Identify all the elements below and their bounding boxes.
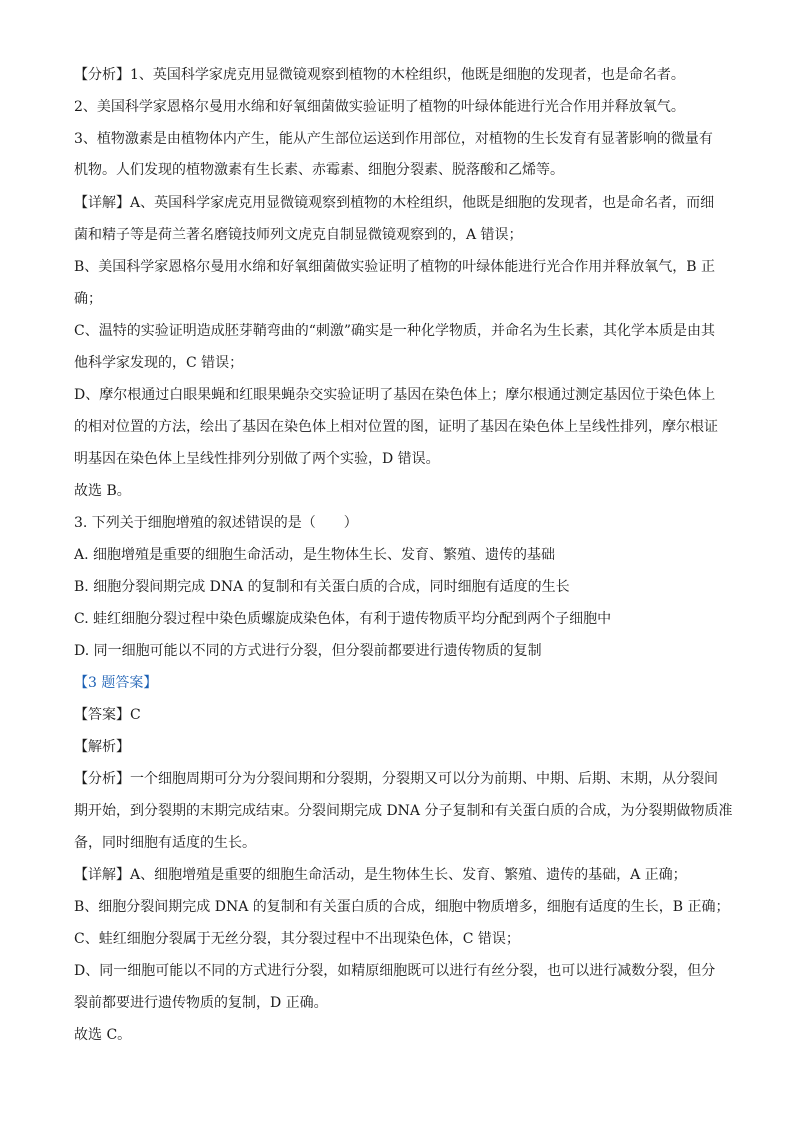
- detail-line-a1: 【详解】A、英国科学家虎克用显微镜观察到植物的木栓组织，他既是细胞的发现者，也是命名者，而细: [74, 195, 715, 211]
- detail2-line-d1: D、同一细胞可能以不同的方式进行分裂，如精原细胞既可以进行有丝分裂，也可以进行减数分裂，但分: [74, 963, 716, 979]
- detail-line-c1: C、温特的实验证明造成胚芽鞘弯曲的“刺激”确实是一种化学物质，并命名为生长素，其化学本质是由其: [74, 323, 716, 339]
- analysis2-line-2: 期开始，到分裂期的末期完成结束。分裂间期完成 DNA 分子复制和有关蛋白质的合成，为分裂期做物质准: [74, 803, 733, 819]
- detail-line-b1: B、美国科学家恩格尔曼用水绵和好氧细菌做实验证明了植物的叶绿体能进行光合作用并释放氧气，B 正: [74, 259, 716, 275]
- question-3-stem: 3. 下列关于细胞增殖的叙述错误的是（ ）: [74, 515, 358, 531]
- analysis2-line-1: 【分析】一个细胞周期可分为分裂间期和分裂期，分裂期又可以分为前期、中期、后期、末期，从分裂间: [74, 771, 718, 787]
- detail-line-d1: D、摩尔根通过白眼果蝇和红眼果蝇杂交实验证明了基因在染色体上；摩尔根通过测定基因位于染色体上: [74, 387, 716, 403]
- analysis-line-2: 2、美国科学家恩格尔曼用水绵和好氧细菌做实验证明了植物的叶绿体能进行光合作用并释放氧气。: [74, 99, 685, 115]
- detail-line-a2: 菌和精子等是荷兰著名磨镜技师列文虎克自制显微镜观察到的，A 错误；: [74, 227, 523, 243]
- analysis-line-4: 机物。人们发现的植物激素有生长素、赤霉素、细胞分裂素、脱落酸和乙烯等。: [74, 162, 564, 178]
- answer-line: 【答案】C: [74, 707, 141, 723]
- answer-heading: 【3 题答案】: [74, 675, 158, 691]
- detail2-line-c: C、蛙红细胞分裂属于无丝分裂，其分裂过程中不出现染色体，C 错误；: [74, 931, 520, 947]
- detail-line-d3: 明基因在染色体上呈线性排列分别做了两个实验，D 错误。: [74, 451, 440, 467]
- analysis-line-3: 3、植物激素是由植物体内产生，能从产生部位运送到作用部位，对植物的生长发育有显著影响的微量有: [74, 131, 713, 147]
- detail-line-d2: 的相对位置的方法，绘出了基因在染色体上相对位置的图，证明了基因在染色体上呈线性排列，摩尔根证: [74, 419, 718, 435]
- analysis-line-1: 【分析】1、英国科学家虎克用显微镜观察到植物的木栓组织，他既是细胞的发现者，也是命名者。: [74, 67, 685, 83]
- analysis2-line-3: 备，同时细胞有适度的生长。: [74, 835, 256, 851]
- detail2-line-b: B、细胞分裂间期完成 DNA 的复制和有关蛋白质的合成，细胞中物质增多，细胞有适度的生长，B 正确；: [74, 899, 730, 915]
- question-3-option-a: A. 细胞增殖是重要的细胞生命活动，是生物体生长、发育、繁殖、遗传的基础: [74, 547, 556, 563]
- detail2-line-a: 【详解】A、细胞增殖是重要的细胞生命活动，是生物体生长、发育、繁殖、遗传的基础，A 正确；: [74, 867, 687, 883]
- question-3-option-b: B. 细胞分裂间期完成 DNA 的复制和有关蛋白质的合成，同时细胞有适度的生长: [74, 579, 570, 595]
- choice-result-c: 故选 C。: [74, 1027, 132, 1043]
- explanation-heading: 【解析】: [74, 739, 130, 755]
- choice-result-b: 故选 B。: [74, 483, 131, 499]
- detail2-line-d2: 裂前都要进行遗传物质的复制，D 正确。: [74, 995, 328, 1011]
- question-3-option-c: C. 蛙红细胞分裂过程中染色质螺旋成染色体，有利于遗传物质平均分配到两个子细胞中: [74, 611, 612, 627]
- detail-line-c2: 他科学家发现的，C 错误；: [74, 355, 244, 371]
- detail-line-b2: 确；: [74, 291, 102, 307]
- question-3-option-d: D. 同一细胞可能以不同的方式进行分裂，但分裂前都要进行遗传物质的复制: [74, 643, 542, 659]
